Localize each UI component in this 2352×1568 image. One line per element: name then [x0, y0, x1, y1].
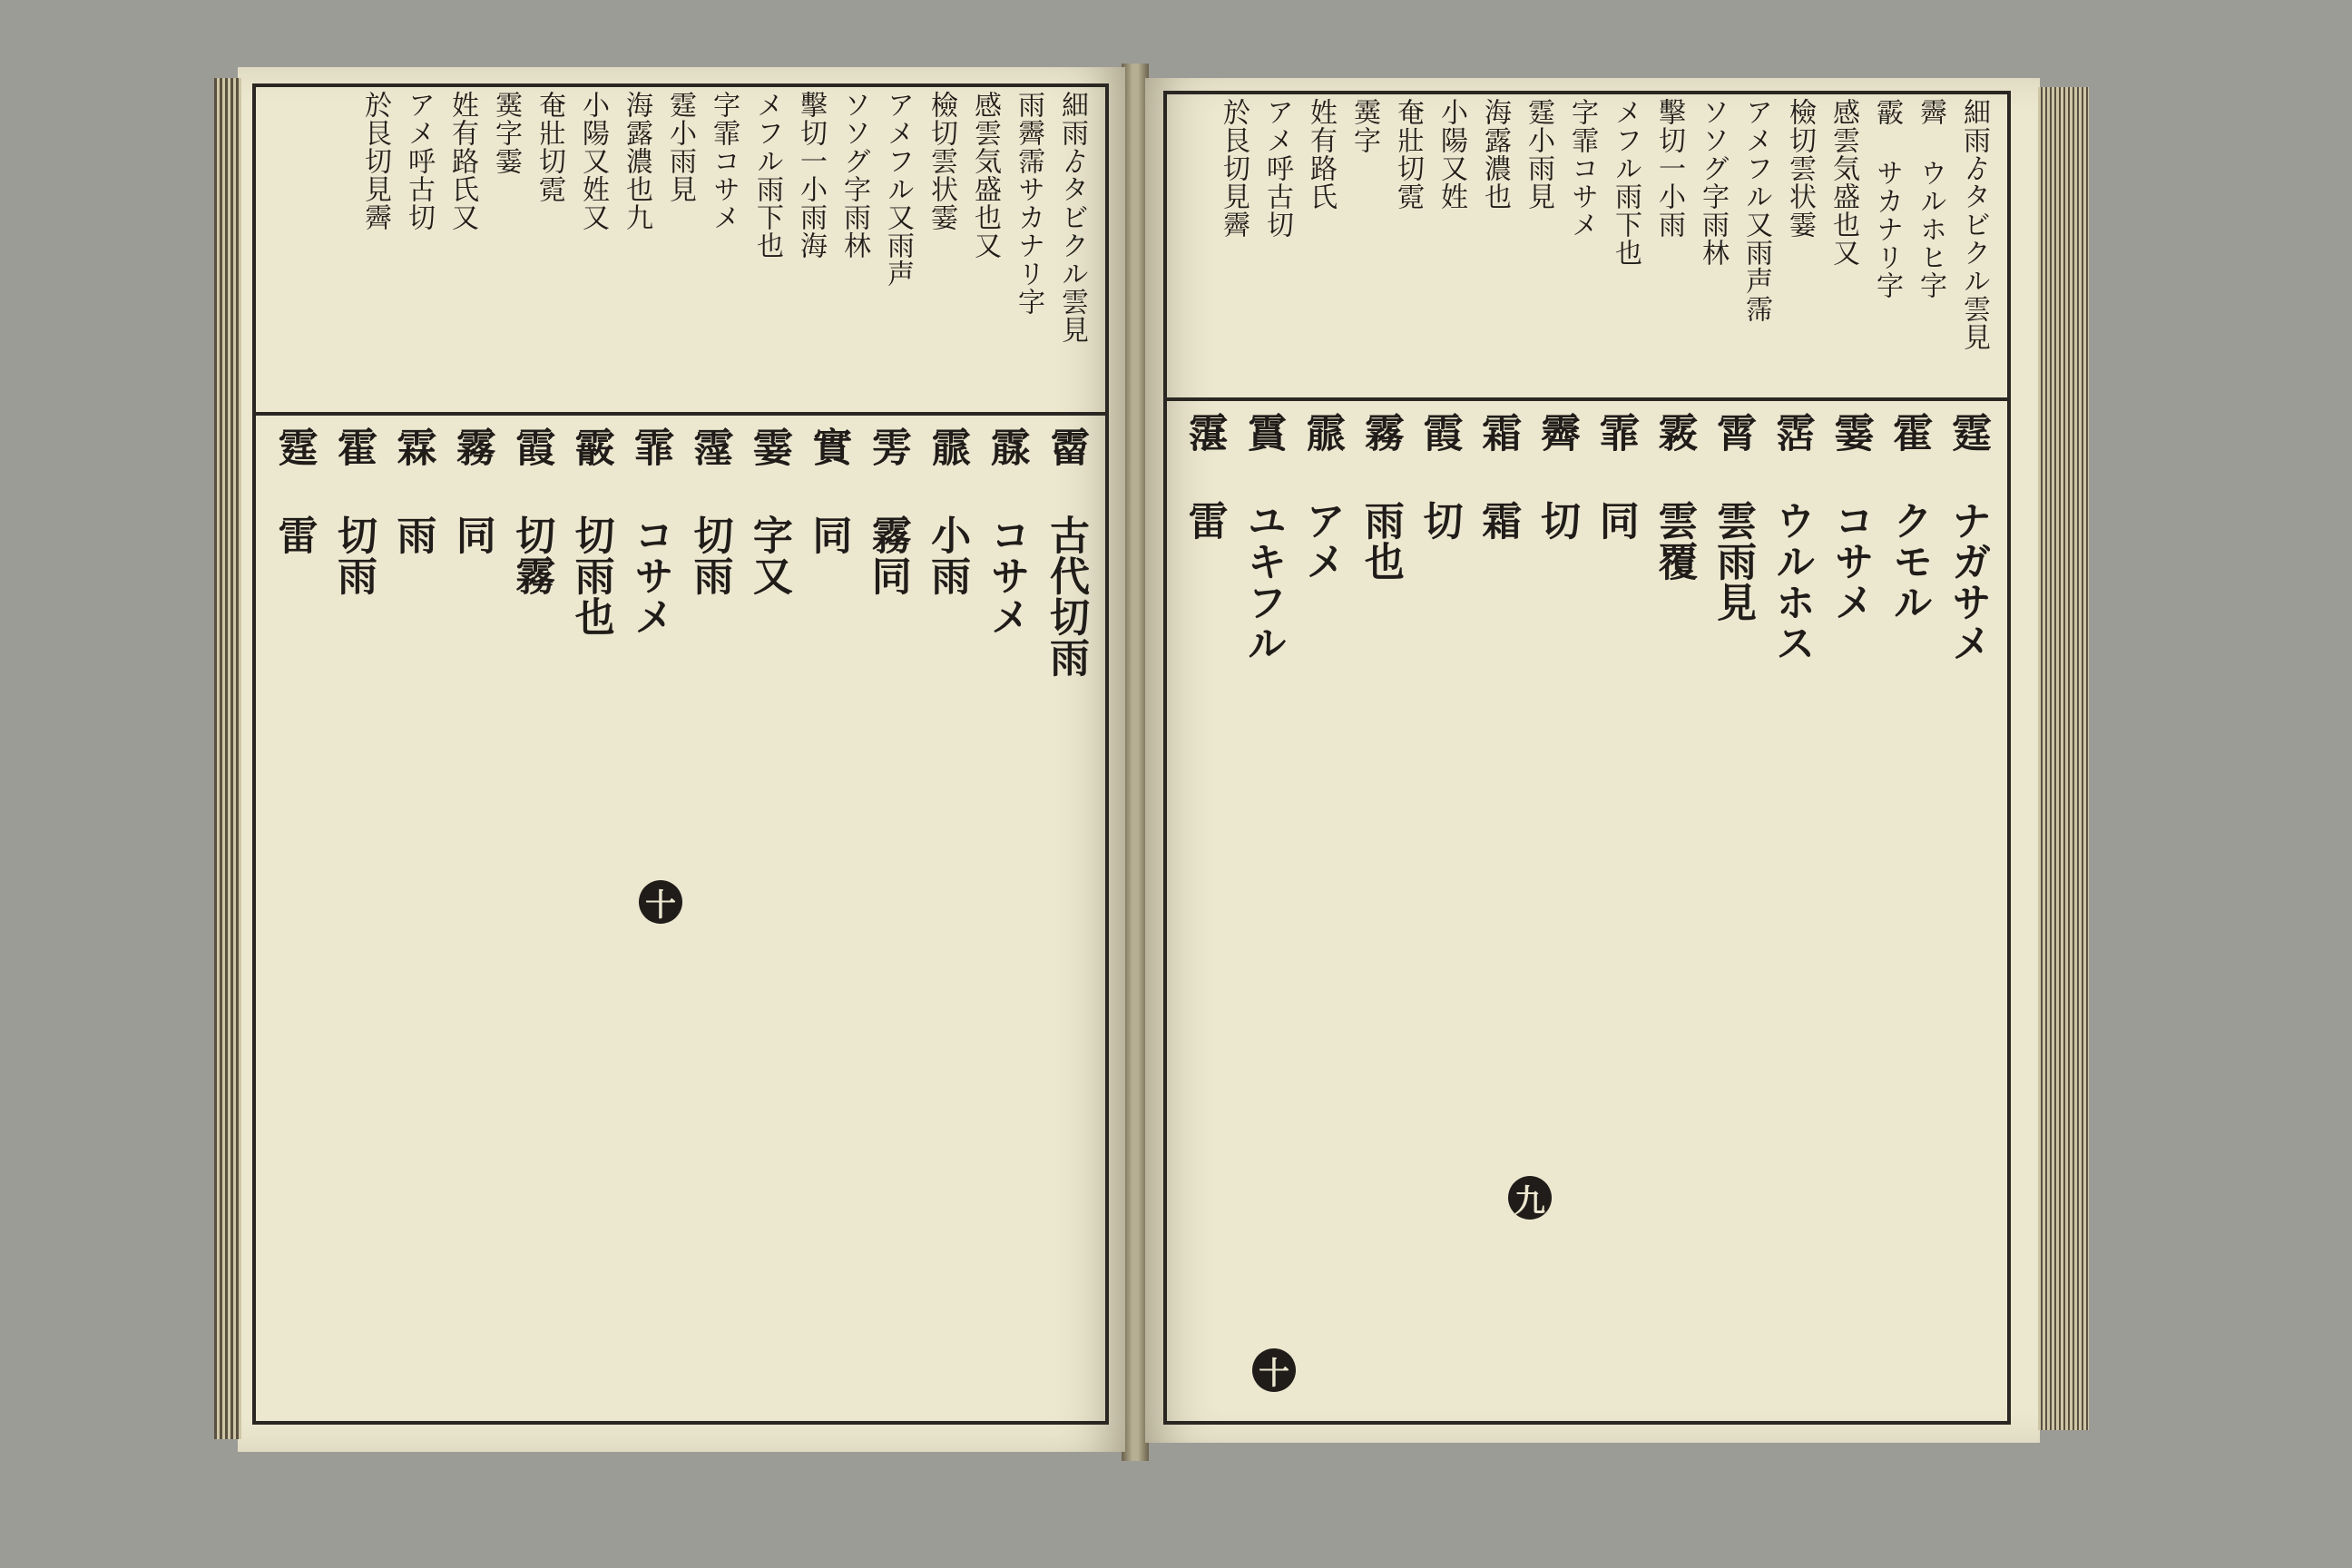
right-top-col: メフル雨下也: [1610, 98, 1642, 267]
right-entry-col: 霆 ナガサメ: [1945, 412, 1991, 663]
right-main-section: [1176, 412, 1993, 1406]
left-entry-col: 霍 切雨: [329, 426, 377, 596]
right-top-section: [1176, 98, 1993, 394]
right-top-col: アメフル又雨声霈: [1740, 98, 1772, 323]
right-entry-col: 霄 雲雨見: [1710, 412, 1757, 622]
left-entry-col: 霰 切雨也: [567, 426, 614, 637]
left-top-col: 姓有路氏又: [446, 91, 478, 231]
right-top-col: 海露濃也: [1479, 98, 1511, 211]
left-entry-col: 霎 字又: [745, 426, 792, 596]
left-top-col: 霙字霎: [490, 91, 522, 175]
right-entry-col: 霞 切: [1416, 412, 1463, 541]
right-entry-col: 霑 ウルホス: [1768, 412, 1815, 663]
left-top-col: 於艮切見霽: [359, 91, 391, 231]
right-entry-col: 霎 コサメ: [1827, 412, 1874, 622]
left-main-section: [265, 426, 1091, 1406]
right-top-col: 姓有路氏: [1305, 98, 1337, 211]
right-top-col: アメ呼古切: [1261, 98, 1293, 239]
left-top-col: ソソグ字雨林: [838, 91, 870, 260]
right-top-col: 小陽又姓: [1436, 98, 1467, 211]
right-page-stack: [2038, 87, 2089, 1430]
right-entry-col: 霧 雨也: [1357, 412, 1404, 582]
right-entry-col: 霽 切: [1533, 412, 1580, 541]
left-top-col: アメフル又雨声: [882, 91, 914, 288]
left-top-col: アメ呼古切: [403, 91, 435, 231]
left-top-col: 小陽又姓又: [577, 91, 609, 231]
left-page-stack: [214, 78, 241, 1439]
left-top-section: [265, 91, 1091, 408]
left-entry-col: 霢 小雨: [924, 426, 971, 596]
right-page-divider: [1163, 397, 2007, 401]
right-top-col: 奄壯切霓: [1392, 98, 1424, 211]
right-entry-col: 霢 アメ: [1298, 412, 1346, 582]
right-top-col: 霽 ウルホヒ字: [1915, 98, 1946, 299]
right-top-col: 霰 サカナリ字: [1871, 98, 1903, 299]
left-page-divider: [252, 412, 1105, 416]
left-entry-col: 霆 雷: [270, 426, 318, 555]
section-badge: 十: [639, 880, 682, 924]
left-top-col: 奄壯切霓: [534, 91, 565, 203]
left-top-col: 擊切一小雨海: [795, 91, 827, 260]
left-entry-col: 霖 雨: [389, 426, 436, 555]
left-top-col: 字霏コサメ: [708, 91, 740, 231]
left-top-col: 海露濃也九: [621, 91, 652, 231]
right-entry-col: 霣 ユキフル: [1240, 412, 1287, 663]
right-top-col: 霆小雨見: [1523, 98, 1554, 211]
right-top-col: 字霏コサメ: [1566, 98, 1598, 239]
section-badge: 九: [1508, 1176, 1552, 1220]
right-entry-col: 霍 クモル: [1886, 412, 1933, 622]
left-entry-col: 霏 コサメ: [627, 426, 674, 637]
section-badge: 十: [1252, 1348, 1296, 1392]
right-top-col: 感雲気盛也又: [1828, 98, 1859, 267]
right-top-col: 霙字: [1348, 98, 1380, 154]
right-entry-col: 霜 霜: [1475, 412, 1522, 541]
right-entry-col: 霚 雲覆: [1651, 412, 1698, 582]
left-top-col: 感雲気盛也又: [969, 91, 1001, 260]
left-entry-col: 霧 同: [448, 426, 495, 555]
left-top-col: メフル雨下也: [751, 91, 783, 260]
left-page: [238, 67, 1125, 1452]
left-entry-col: 雱 霧同: [864, 426, 911, 596]
right-top-col: 檢切雲状霎: [1784, 98, 1816, 239]
right-entry-col: 霮 雷: [1181, 412, 1228, 541]
left-entry-col: 實 同: [805, 426, 852, 555]
left-top-col: 檢切雲状霎: [926, 91, 957, 231]
left-entry-col: 霪 切雨: [686, 426, 733, 596]
left-top-col: 霆小雨見: [664, 91, 696, 203]
left-top-col: 雨霽霈サカナリ字: [1013, 91, 1044, 316]
left-entry-col: 霡 コサメ: [983, 426, 1030, 637]
right-top-col: ソソグ字雨林: [1697, 98, 1729, 267]
left-entry-col: 霞 切霧: [508, 426, 555, 596]
right-top-col: 於艮切見霽: [1218, 98, 1250, 239]
right-entry-col: 霏 同: [1592, 412, 1639, 541]
right-top-col: 擊切一小雨: [1653, 98, 1685, 239]
left-entry-col: 霤 古代切雨: [1043, 426, 1089, 678]
left-top-col: 細雨ゟタビクル雲見: [1056, 91, 1088, 344]
right-top-col: 細雨ゟタビクル雲見: [1958, 98, 1990, 351]
right-page: [1145, 78, 2040, 1443]
